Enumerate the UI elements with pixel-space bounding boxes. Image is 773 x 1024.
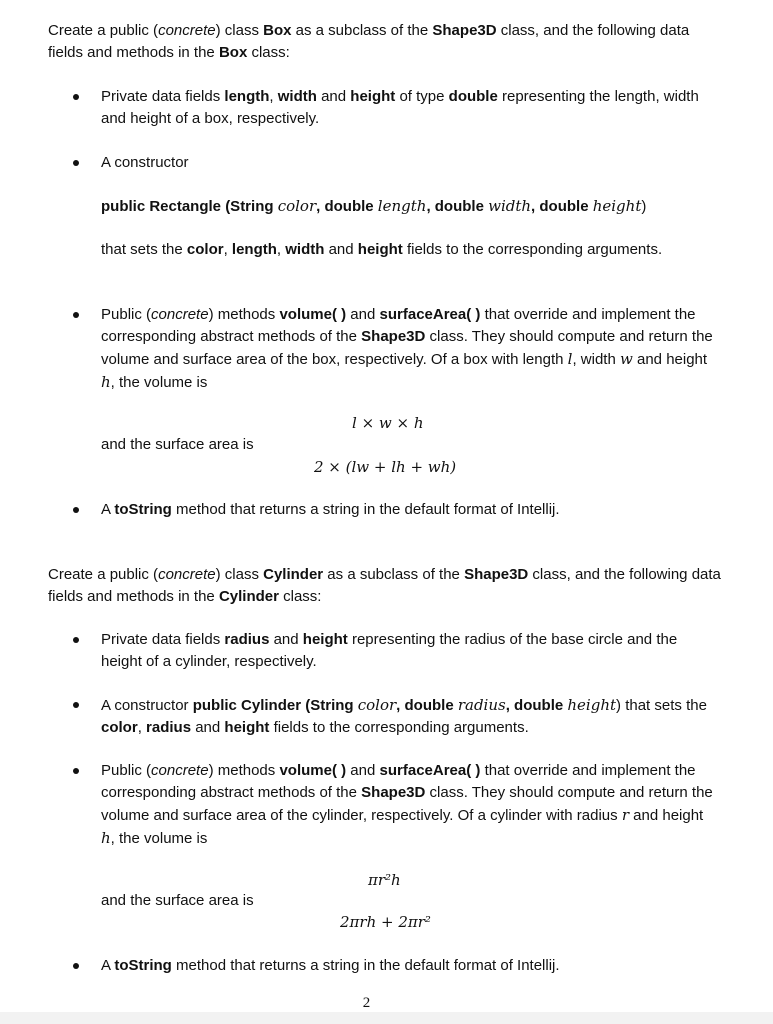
box-volume-formula: l × w × h [352, 414, 424, 432]
box-methods-item: Public (concrete) methods volume( ) and surfaceArea( ) that override and implement the corresponding abstract methods of the Shape3D class. They should compute and return the volume and surface area of the box, respectively. Of a box with length l, width w and height h, the volume is [101, 306, 713, 391]
cylinder-surface-label: and the surface area is [101, 892, 254, 909]
bullet-dot [73, 637, 79, 643]
cylinder-surface-formula: 2πrh + 2πr² [340, 913, 431, 931]
box-constructor-signature: public Rectangle (String color, double length, double width, double height) [101, 197, 647, 215]
page-footer-edge [0, 1012, 773, 1024]
box-constructor-description: that sets the color, length, width and height fields to the corresponding arguments. [101, 241, 663, 258]
bullet-dot [73, 507, 79, 513]
box-intro-paragraph: Create a public (concrete) class Box as a subclass of the Shape3D class, and the following data fields and methods in the Box class: [48, 22, 690, 61]
cylinder-constructor-item: A constructor public Cylinder (String color, double radius, double height) that sets the color, radius and height fields to the corresponding arguments. [101, 696, 707, 736]
cylinder-intro-paragraph: Create a public (concrete) class Cylinder as a subclass of the Shape3D class, and the following data fields and methods in the Cylinder class: [48, 566, 721, 605]
bullet-dot [73, 160, 79, 166]
cylinder-methods-item: Public (concrete) methods volume( ) and surfaceArea( ) that override and implement the corresponding abstract methods of the Shape3D class. They should compute and return the volume and surface area of the cylinder, respectively. Of a cylinder with radius r and height h, the volume is [101, 762, 713, 847]
box-surface-label: and the surface area is [101, 436, 254, 453]
box-surface-formula: 2 × (lw + lh + wh) [314, 458, 457, 476]
bullet-dot [73, 312, 79, 318]
bullet-dot [73, 768, 79, 774]
page-number: 2 [362, 995, 371, 1011]
bullet-dot [73, 963, 79, 969]
box-fields-item: Private data fields length, width and height of type double representing the length, width and height of a box, respectively. [101, 88, 699, 127]
box-constructor-label: A constructor [101, 154, 189, 171]
bullet-dot [73, 94, 79, 100]
cylinder-fields-item: Private data fields radius and height representing the radius of the base circle and the height of a cylinder, respectively. [101, 631, 678, 670]
cylinder-volume-formula: πr²h [368, 871, 401, 889]
bullet-dot [73, 702, 79, 708]
box-tostring-item: A toString method that returns a string in the default format of Intellij. [101, 501, 560, 518]
cylinder-tostring-item: A toString method that returns a string in the default format of Intellij. [101, 957, 560, 974]
